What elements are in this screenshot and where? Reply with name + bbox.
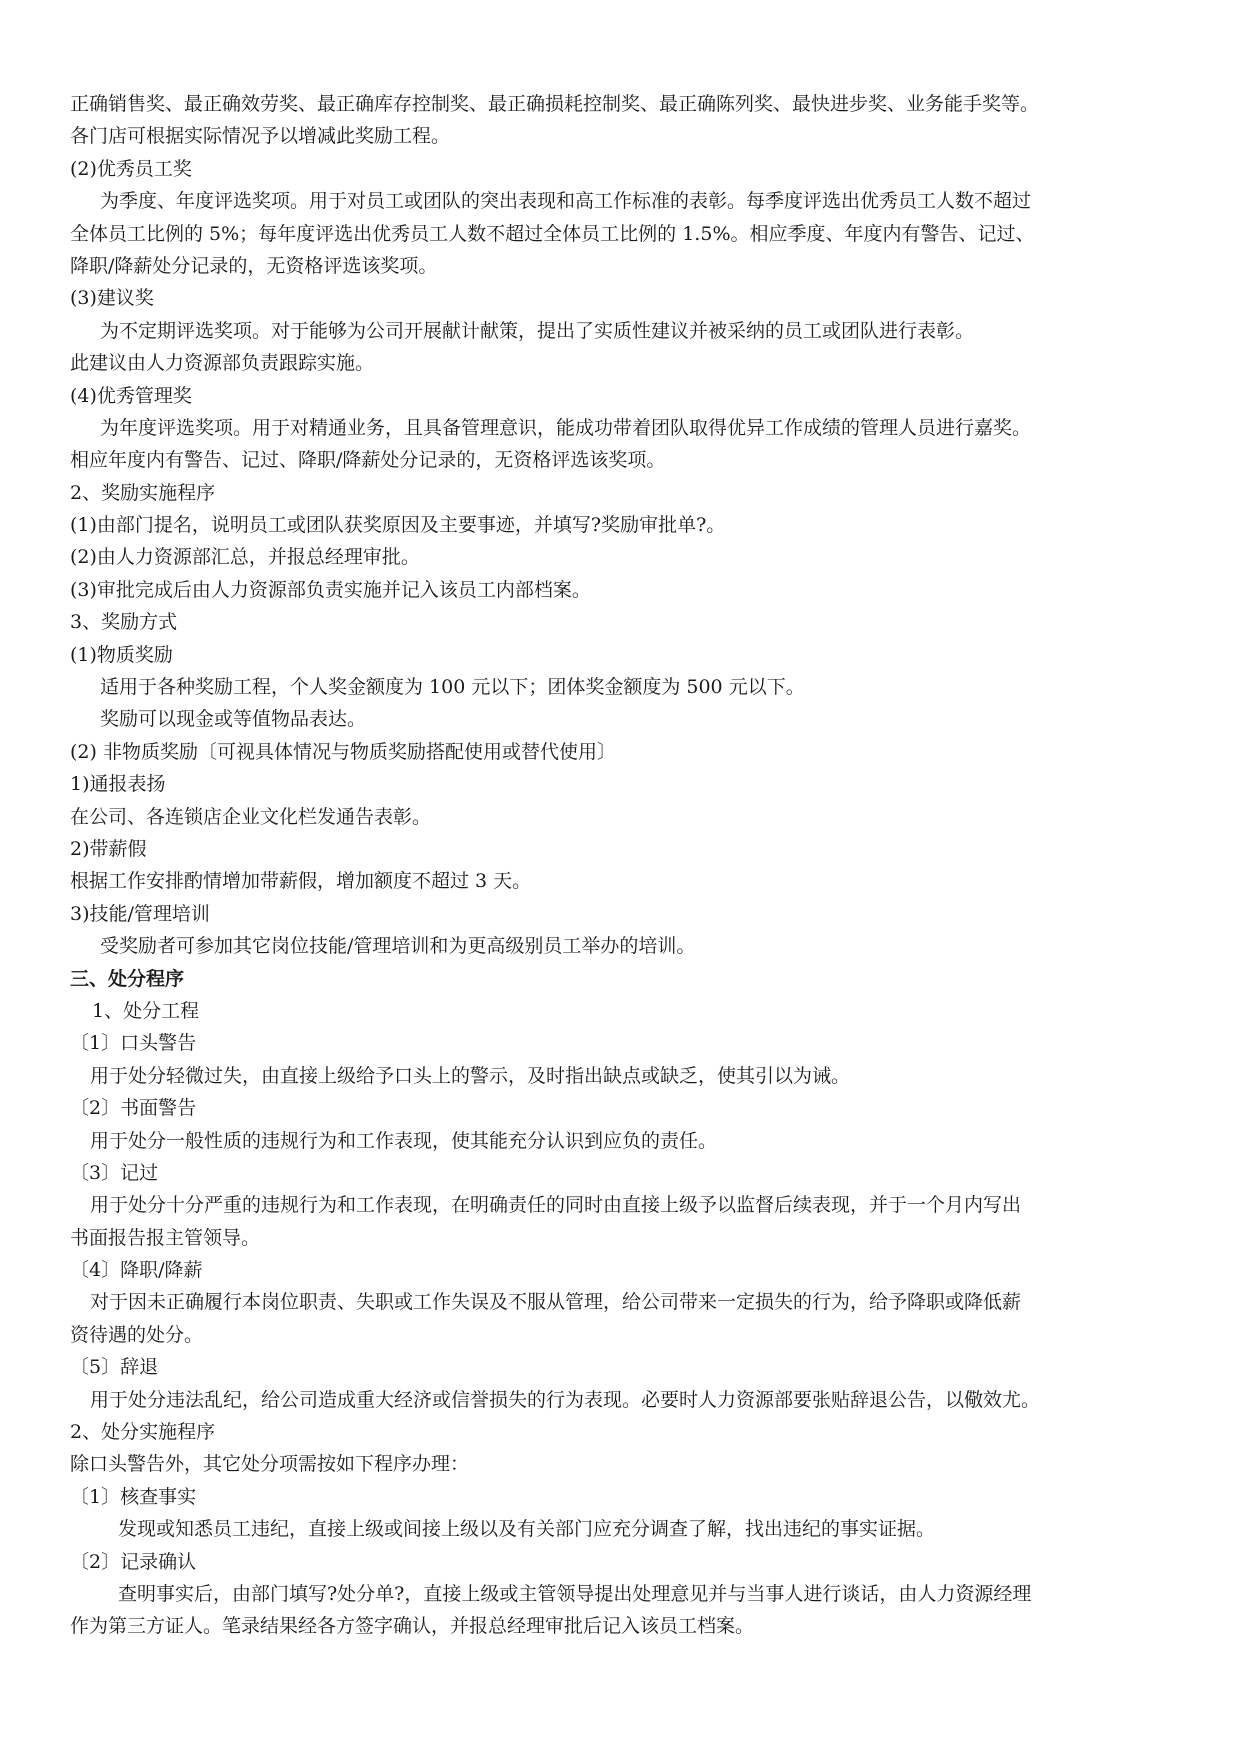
text-line: 此建议由人力资源部负责跟踪实施。 xyxy=(70,352,375,375)
text-line: 在公司、各连锁店企业文化栏发通告表彰。 xyxy=(70,805,432,828)
text-line: 全体员工比例的 5%；每年度评选出优秀员工人数不超过全体员工比例的 1.5%。相应季度、年度内有警告、记过、 xyxy=(70,222,1035,245)
text-line: 资待遇的处分。 xyxy=(70,1323,204,1346)
text-line: 为年度评选奖项。用于对精通业务，且具备管理意识，能成功带着团队取得优异工作成绩的管理人员进行嘉奖。 xyxy=(100,416,1032,439)
text-line: 用于处分轻微过失，由直接上级给予口头上的警示，及时指出缺点或缺乏，使其引以为诫。 xyxy=(90,1064,851,1087)
text-line: (2)由人力资源部汇总，并报总经理审批。 xyxy=(70,546,420,569)
section-heading: 三、处分程序 xyxy=(70,967,185,990)
text-line: (3)审批完成后由人力资源部负责实施并记入该员工内部档案。 xyxy=(70,578,591,601)
text-line: 〔2〕书面警告 xyxy=(70,1097,197,1120)
text-line: 〔1〕核查事实 xyxy=(70,1485,197,1508)
text-line: 查明事实后，由部门填写?处分单?，直接上级或主管领导提出处理意见并与当事人进行谈话，由人力资源经理 xyxy=(118,1582,1032,1605)
text-line: 相应年度内有警告、记过、降职/降薪处分记录的，无资格评选该奖项。 xyxy=(70,449,666,472)
text-line: 作为第三方证人。笔录结果经各方签字确认，并报总经理审批后记入该员工档案。 xyxy=(70,1615,755,1638)
document-body xyxy=(70,88,1180,1643)
text-line: (3)建议奖 xyxy=(70,287,154,310)
text-line: 1、处分工程 xyxy=(92,999,200,1022)
text-line: 适用于各种奖励工程，个人奖金额度为 100 元以下；团体奖金额度为 500 元以下。 xyxy=(100,676,805,699)
text-line: 〔4〕降职/降薪 xyxy=(70,1259,203,1282)
text-line: 〔2〕记录确认 xyxy=(70,1550,197,1573)
text-line: 2、处分实施程序 xyxy=(70,1421,216,1444)
text-line: 书面报告报主管领导。 xyxy=(70,1226,261,1249)
text-line: 根据工作安排酌情增加带薪假，增加额度不超过 3 天。 xyxy=(70,870,532,893)
text-line: 受奖励者可参加其它岗位技能/管理培训和为更高级别员工举办的培训。 xyxy=(100,935,696,958)
text-line: 2、奖励实施程序 xyxy=(70,481,216,504)
text-line: 用于处分一般性质的违规行为和工作表现，使其能充分认识到应负的责任。 xyxy=(90,1129,718,1152)
text-line: (1)物质奖励 xyxy=(70,643,173,666)
text-line: 正确销售奖、最正确效劳奖、最正确库存控制奖、最正确损耗控制奖、最正确陈列奖、最快进步奖、业务能手奖等。 xyxy=(70,93,1040,115)
text-line: (4)优秀管理奖 xyxy=(70,384,192,407)
text-line: (2) 非物质奖励〔可视具体情况与物质奖励搭配使用或替代使用〕 xyxy=(70,740,616,763)
text-line: 发现或知悉员工违纪，直接上级或间接上级以及有关部门应充分调查了解，找出违纪的事实证据。 xyxy=(118,1518,936,1541)
text-line: 降职/降薪处分记录的，无资格评选该奖项。 xyxy=(70,254,438,277)
text-line: 奖励可以现金或等值物品表达。 xyxy=(100,708,367,731)
text-line: 为不定期评选奖项。对于能够为公司开展献计献策，提出了实质性建议并被采纳的员工或团队进行表彰。 xyxy=(100,319,975,342)
text-line: (2)优秀员工奖 xyxy=(70,157,192,180)
text-line: 〔1〕口头警告 xyxy=(70,1032,197,1055)
text-line: 用于处分十分严重的违规行为和工作表现，在明确责任的同时由直接上级予以监督后续表现，并于一个月内写出 xyxy=(90,1194,1022,1217)
text-line: 除口头警告外，其它处分项需按如下程序办理： xyxy=(70,1453,470,1476)
text-line: 〔3〕记过 xyxy=(70,1161,159,1184)
text-line: 用于处分违法乱纪，给公司造成重大经济或信誉损失的行为表现。必要时人力资源部要张贴辞退公告，以儆效尤。 xyxy=(90,1388,1041,1411)
text-line: 3、奖励方式 xyxy=(70,611,178,634)
text-line: 对于因未正确履行本岗位职责、失职或工作失误及不服从管理，给公司带来一定损失的行为，给予降职或降低薪 xyxy=(90,1291,1022,1314)
text-line: 3)技能/管理培训 xyxy=(70,902,210,925)
text-line: (1)由部门提名，说明员工或团队获奖原因及主要事迹，并填写?奖励审批单?。 xyxy=(70,514,726,537)
text-line: 1)通报表扬 xyxy=(70,773,166,796)
text-line: 为季度、年度评选奖项。用于对员工或团队的突出表现和高工作标准的表彰。每季度评选出优秀员工人数不超过 xyxy=(100,190,1032,213)
text-line: 各门店可根据实际情况予以增减此奖励工程。 xyxy=(70,125,451,148)
text-line: 2)带薪假 xyxy=(70,837,147,860)
text-line: 〔5〕辞退 xyxy=(70,1356,159,1379)
